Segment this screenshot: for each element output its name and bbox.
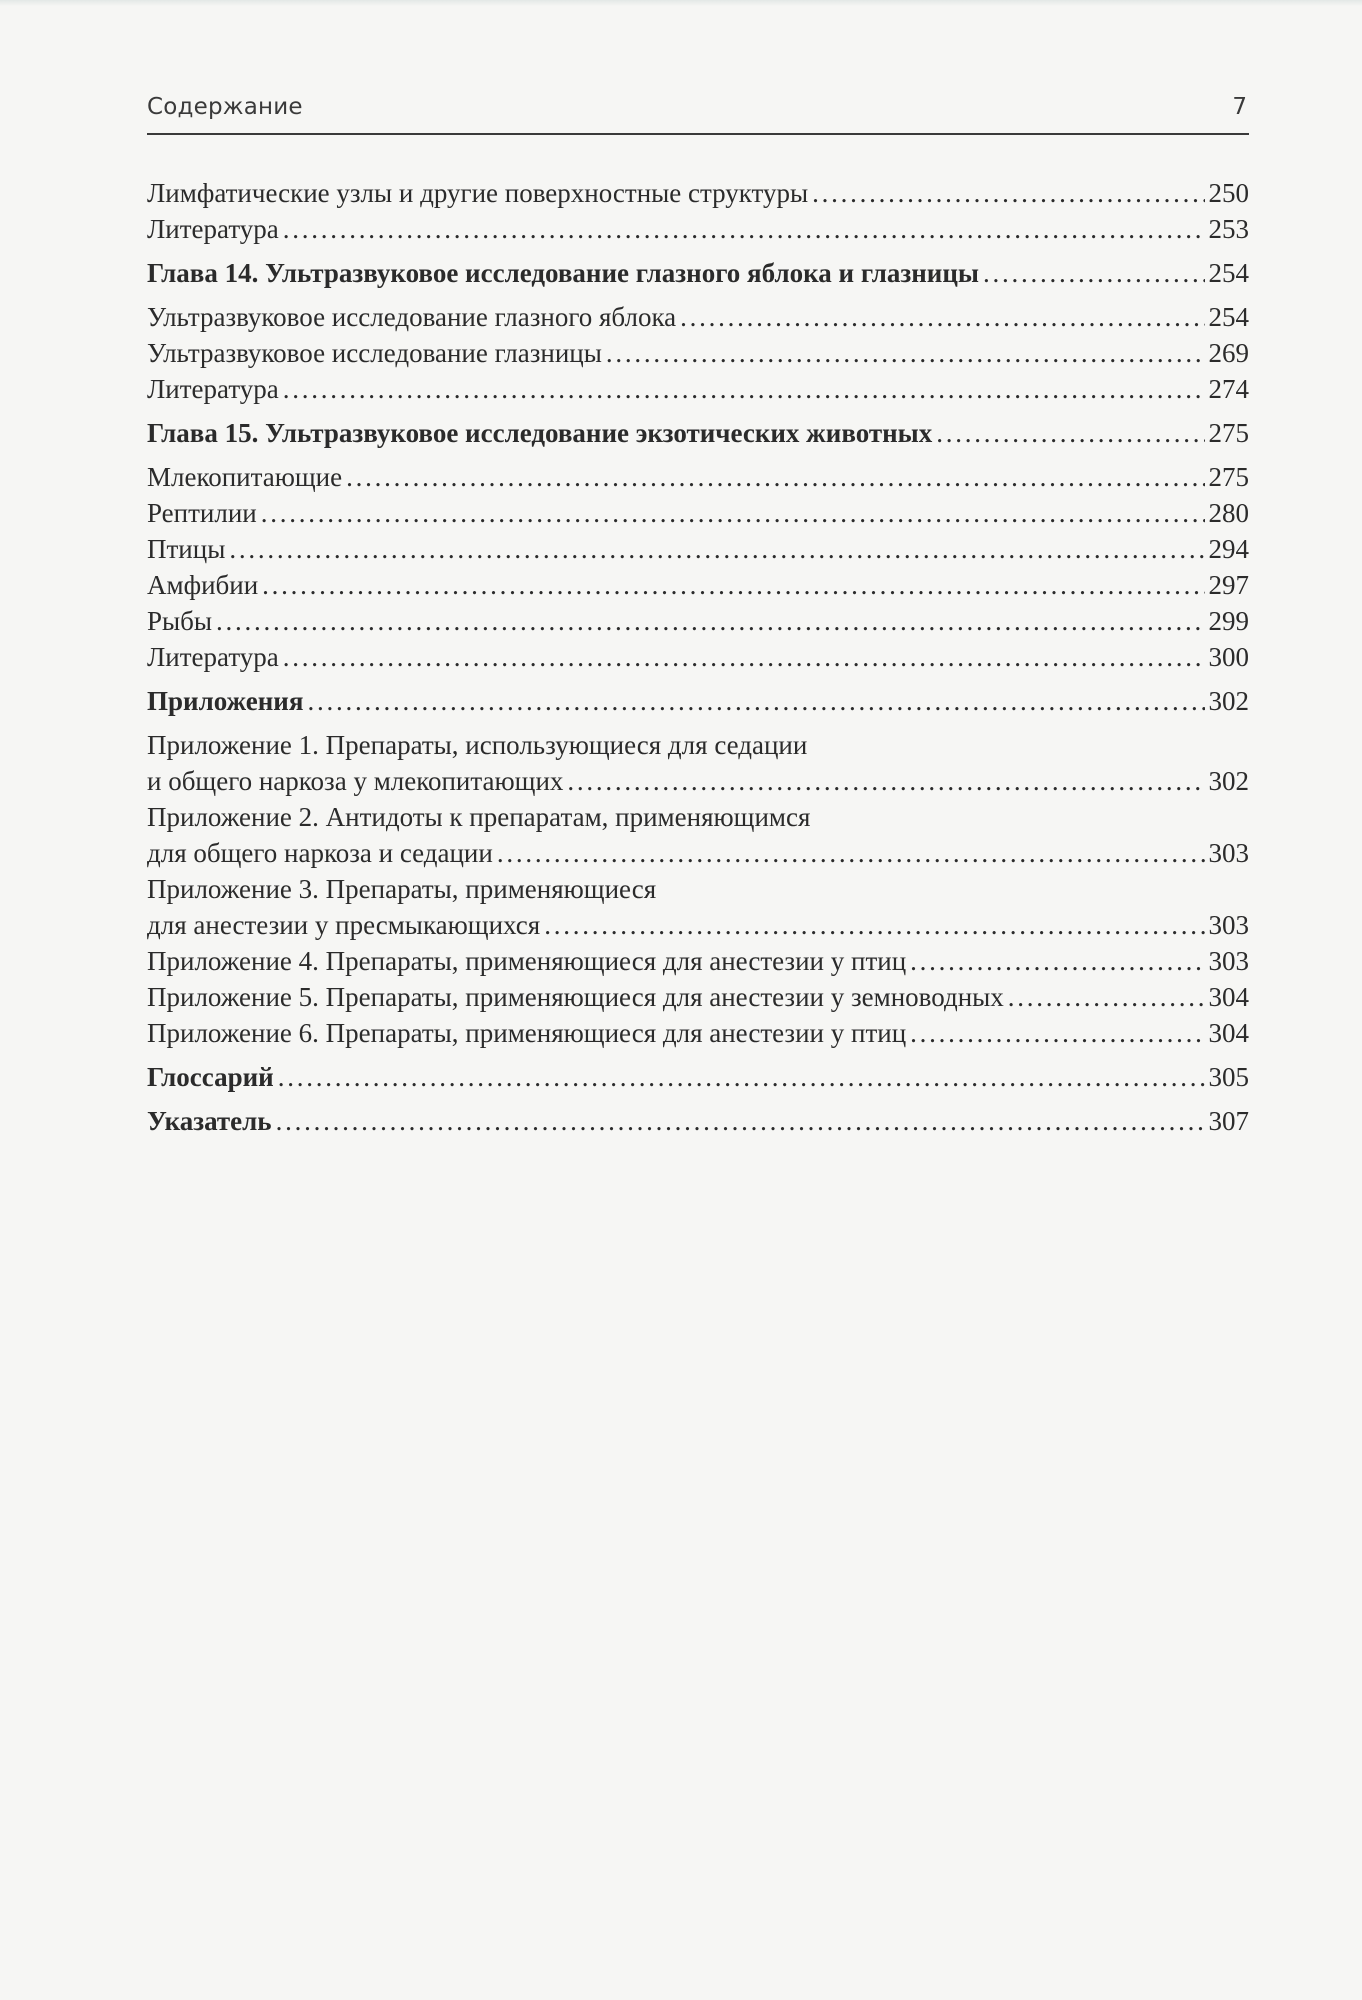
toc-entry-page: 280 bbox=[1208, 498, 1249, 528]
toc-entry[interactable] bbox=[147, 211, 1249, 247]
dot-leader bbox=[346, 459, 1204, 495]
toc-entry[interactable] bbox=[147, 459, 1249, 495]
toc-chapter-title: Глоссарий bbox=[147, 1062, 274, 1092]
toc-entry-page: 250 bbox=[1208, 178, 1249, 208]
toc-entry[interactable] bbox=[147, 531, 1249, 567]
toc-chapter-entry[interactable] bbox=[147, 1103, 1249, 1139]
toc-entry[interactable] bbox=[147, 943, 1249, 979]
toc-entry-page: 307 bbox=[1208, 1106, 1249, 1136]
toc-entry-title: Ультразвуковое исследование глазницы bbox=[147, 338, 602, 368]
toc-entry-page: 302 bbox=[1208, 766, 1249, 796]
toc-chapter-title: Приложения bbox=[147, 686, 304, 716]
toc-entry-title: Рыбы bbox=[147, 606, 213, 636]
toc-entry-page: 303 bbox=[1208, 838, 1249, 868]
toc-chapter-entry[interactable] bbox=[147, 683, 1249, 719]
toc-entry-page: 303 bbox=[1208, 946, 1249, 976]
dot-leader bbox=[216, 603, 1204, 639]
toc-chapter-entry[interactable] bbox=[147, 1059, 1249, 1095]
dot-leader bbox=[278, 1059, 1205, 1095]
toc-entry-title: Птицы bbox=[147, 534, 226, 564]
header-rule bbox=[147, 133, 1249, 135]
toc-entry[interactable] bbox=[147, 979, 1249, 1015]
dot-leader bbox=[307, 683, 1204, 719]
toc-entry-title: и общего наркоза у млекопитающих bbox=[147, 766, 564, 796]
dot-leader bbox=[812, 175, 1204, 211]
toc-entry-page: 254 bbox=[1208, 302, 1249, 332]
dot-leader bbox=[910, 1015, 1204, 1051]
dot-leader bbox=[983, 255, 1205, 291]
dot-leader bbox=[1008, 979, 1205, 1015]
toc-entry[interactable] bbox=[147, 603, 1249, 639]
toc-entry-title: Рептилии bbox=[147, 498, 257, 528]
toc-entry[interactable] bbox=[147, 495, 1249, 531]
toc-entry-page: 275 bbox=[1208, 418, 1249, 448]
page-top-edge bbox=[0, 0, 1362, 6]
toc-entry-title-line1: Приложение 1. Препараты, использующиеся для седации bbox=[147, 730, 808, 760]
toc-entry-page: 299 bbox=[1208, 606, 1249, 636]
toc-entry-page: 275 bbox=[1208, 462, 1249, 492]
toc-entry-page: 304 bbox=[1208, 982, 1249, 1012]
toc-entry[interactable] bbox=[147, 371, 1249, 407]
toc-chapter-title: Указатель bbox=[147, 1106, 272, 1136]
dot-leader bbox=[276, 1103, 1205, 1139]
toc-chapter-entry[interactable] bbox=[147, 255, 1249, 291]
toc-chapter-entry[interactable] bbox=[147, 415, 1249, 451]
dot-leader bbox=[606, 335, 1205, 371]
toc-entry-title-line1: Приложение 2. Антидоты к препаратам, применяющимся bbox=[147, 802, 811, 832]
toc-entry-page: 302 bbox=[1208, 686, 1249, 716]
toc-entry-title: Литература bbox=[147, 374, 279, 404]
toc-entry-title: Лимфатические узлы и другие поверхностные структуры bbox=[147, 178, 809, 208]
dot-leader bbox=[910, 943, 1204, 979]
toc-entry-title-line1: Приложение 3. Препараты, применяющиеся bbox=[147, 874, 657, 904]
toc-chapter-title: Глава 14. Ультразвуковое исследование глазного яблока и глазницы bbox=[147, 258, 979, 288]
toc-entry-page: 300 bbox=[1208, 642, 1249, 672]
toc-entry[interactable] bbox=[147, 871, 1249, 943]
toc-entry-page: 303 bbox=[1208, 910, 1249, 940]
toc-entry-page: 269 bbox=[1208, 338, 1249, 368]
running-head-page-number: 7 bbox=[1232, 94, 1247, 120]
toc-entry-page: 254 bbox=[1208, 258, 1249, 288]
toc-entry-title: Приложение 5. Препараты, применяющиеся для анестезии у земноводных bbox=[147, 982, 1004, 1012]
dot-leader bbox=[936, 415, 1204, 451]
dot-leader bbox=[283, 211, 1205, 247]
toc-entry-title: Литература bbox=[147, 214, 279, 244]
dot-leader bbox=[680, 299, 1204, 335]
dot-leader bbox=[261, 495, 1205, 531]
toc-chapter-title: Глава 15. Ультразвуковое исследование экзотических животных bbox=[147, 418, 933, 448]
toc-entry-page: 304 bbox=[1208, 1018, 1249, 1048]
toc-entry-title: для общего наркоза и седации bbox=[147, 838, 493, 868]
dot-leader bbox=[283, 639, 1205, 675]
toc-entry-title: Млекопитающие bbox=[147, 462, 343, 492]
toc-entry[interactable] bbox=[147, 299, 1249, 335]
toc-entry-title: Амфибии bbox=[147, 570, 259, 600]
toc-entry-page: 297 bbox=[1208, 570, 1249, 600]
toc-entry-title: Приложение 4. Препараты, применяющиеся для анестезии у птиц bbox=[147, 946, 907, 976]
toc-entry-page: 294 bbox=[1208, 534, 1249, 564]
dot-leader bbox=[567, 763, 1204, 799]
dot-leader bbox=[283, 371, 1205, 407]
toc-entry-page: 274 bbox=[1208, 374, 1249, 404]
toc-entry[interactable] bbox=[147, 799, 1249, 871]
toc-entry[interactable] bbox=[147, 727, 1249, 799]
dot-leader bbox=[497, 835, 1205, 871]
toc-entry[interactable] bbox=[147, 335, 1249, 371]
dot-leader bbox=[544, 907, 1204, 943]
running-head-title: Содержание bbox=[147, 94, 303, 120]
toc-entry-title: для анестезии у пресмыкающихся bbox=[147, 910, 541, 940]
toc-entry[interactable] bbox=[147, 639, 1249, 675]
toc-entry[interactable] bbox=[147, 1015, 1249, 1051]
toc-entry-title: Литература bbox=[147, 642, 279, 672]
toc-entry-page: 305 bbox=[1208, 1062, 1249, 1092]
running-head bbox=[147, 90, 1249, 130]
table-of-contents bbox=[147, 175, 1249, 1139]
dot-leader bbox=[229, 531, 1204, 567]
toc-entry-title: Ультразвуковое исследование глазного яблока bbox=[147, 302, 677, 332]
toc-entry[interactable] bbox=[147, 567, 1249, 603]
toc-entry-title: Приложение 6. Препараты, применяющиеся для анестезии у птиц bbox=[147, 1018, 907, 1048]
toc-entry-page: 253 bbox=[1208, 214, 1249, 244]
dot-leader bbox=[262, 567, 1204, 603]
toc-entry[interactable] bbox=[147, 175, 1249, 211]
